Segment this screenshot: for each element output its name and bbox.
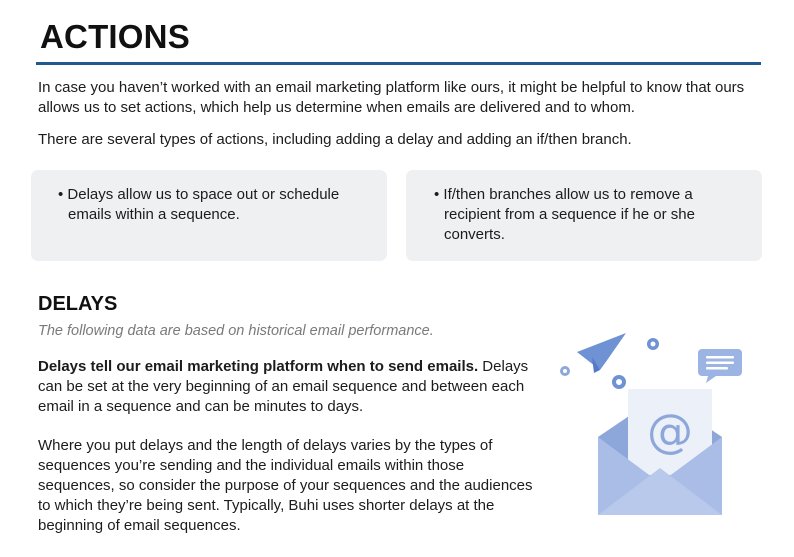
intro-paragraph-actions: There are several types of actions, including adding a delay and adding an if/then branch. xyxy=(38,131,632,148)
gear-icon xyxy=(647,338,659,350)
delays-paragraph xyxy=(38,357,538,417)
at-sign-icon: @ xyxy=(647,404,693,458)
page-title: ACTIONS xyxy=(40,18,190,55)
title-divider xyxy=(36,62,761,65)
if-then-bullet: • If/then branches allow us to remove a recipient from a sequence if he or she converts. xyxy=(434,186,695,243)
intro-paragraph: In case you haven’t worked with an email marketing platform like ours, it might be helpful to know that ours allows us to set actions, which help us determine when emails are delivered and to whom. xyxy=(38,79,745,116)
chat-bubble-icon xyxy=(698,349,742,383)
gear-icon xyxy=(612,375,626,389)
dot-icon xyxy=(560,366,570,376)
delays-placement-paragraph: Where you put delays and the length of delays varies by the types of sequences you’re sending and the individual emails within those sequences, so consider the purpose of your sequences and the audiences to which they’re being sent. Typically, Buhi uses shorter delays at the beginning of email sequences. xyxy=(38,437,533,534)
envelope-icon xyxy=(598,389,722,515)
paper-plane-icon xyxy=(577,333,626,373)
section-subtitle: The following data are based on historical email performance. xyxy=(38,323,434,339)
section-heading-delays: DELAYS xyxy=(38,293,118,315)
delays-paragraph-rest: Delays can be set at the very beginning of an email sequence and between each email in a sequence and can be minutes to days. xyxy=(38,358,529,415)
delays-bullet: • Delays allow us to space out or schedule emails within a sequence. xyxy=(58,186,340,223)
email-illustration xyxy=(550,325,750,525)
if-then-info-card xyxy=(406,170,762,261)
delays-lead-sentence: Delays tell our email marketing platform when to send emails. xyxy=(38,358,479,375)
delays-info-card xyxy=(31,170,387,261)
